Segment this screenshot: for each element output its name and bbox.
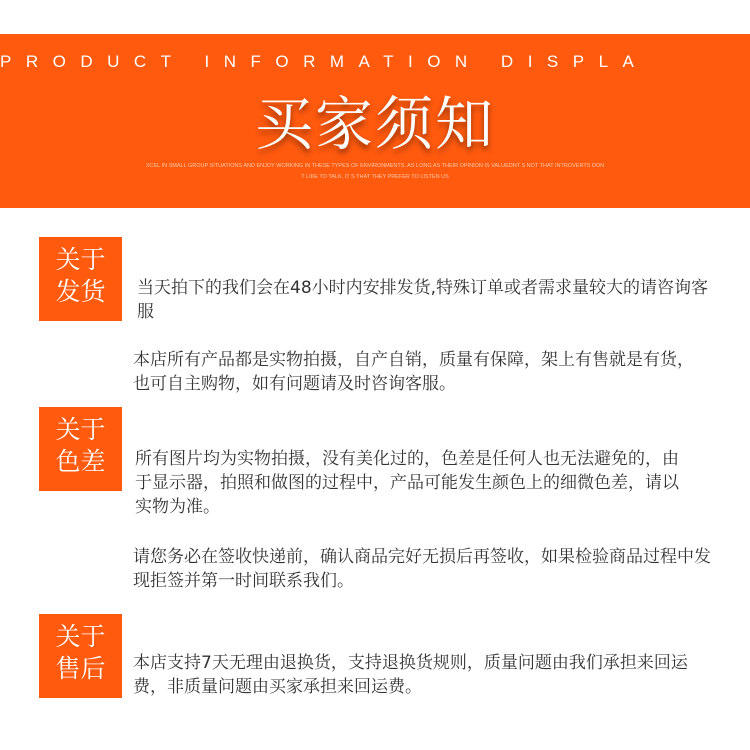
shipping-paragraph-1: 当天拍下的我们会在48小时内安排发货,特殊订单或者需求量较大的请咨询客服: [137, 278, 709, 322]
banner-fine-print-2: T LIKE TO TALK, IT S THAT THEY PREFER TO LISTEN US: [301, 174, 449, 180]
page-title: 买家须知: [254, 90, 495, 158]
banner-eyebrow: PRODUCT INFORMATION DISPLA: [0, 52, 649, 71]
section-tag-line: 关于: [55, 415, 106, 444]
after-sales-paragraph: 本店支持7天无理由退换货，支持退换货规则，质量问题由我们承担来回运费，非质量问题由买家承担来回运费。: [133, 653, 688, 697]
header-banner: [0, 34, 750, 208]
section-tag-after-sales: [39, 614, 122, 698]
shipping-paragraph-2: 本店所有产品都是实物拍摄，自产自销，质量有保障，架上有售就是有货，也可自主购物，如有问题请及时咨询客服。: [133, 350, 694, 394]
section-tag-line: 关于: [55, 245, 106, 274]
section-tag-shipping: [39, 237, 122, 321]
color-paragraph-2: 请您务必在签收快递前，确认商品完好无损后再签收，如果检验商品过程中发现拒签并第一时间联系我们。: [133, 547, 711, 591]
section-tag-line: 色差: [55, 447, 106, 476]
banner-fine-print-1: XCEL IN SMALL GROUP SITUATIONS AND ENJOY WORKING IN THESE TYPES OF ENVIRONMENTS. AS LONG AS THEIR OPINION IS VALUEDNT S NOT THAT INTROVERTS DON: [145, 163, 605, 169]
section-tag-line: 发货: [55, 277, 106, 306]
section-tag-line: 售后: [55, 654, 106, 683]
color-paragraph-1: 所有图片均为实物拍摄，没有美化过的，色差是任何人也无法避免的，由于显示器，拍照和做图的过程中，产品可能发生颜色上的细微色差，请以实物为准。: [135, 449, 679, 517]
section-tag-line: 关于: [55, 622, 106, 651]
section-tag-color-difference: [39, 407, 122, 491]
